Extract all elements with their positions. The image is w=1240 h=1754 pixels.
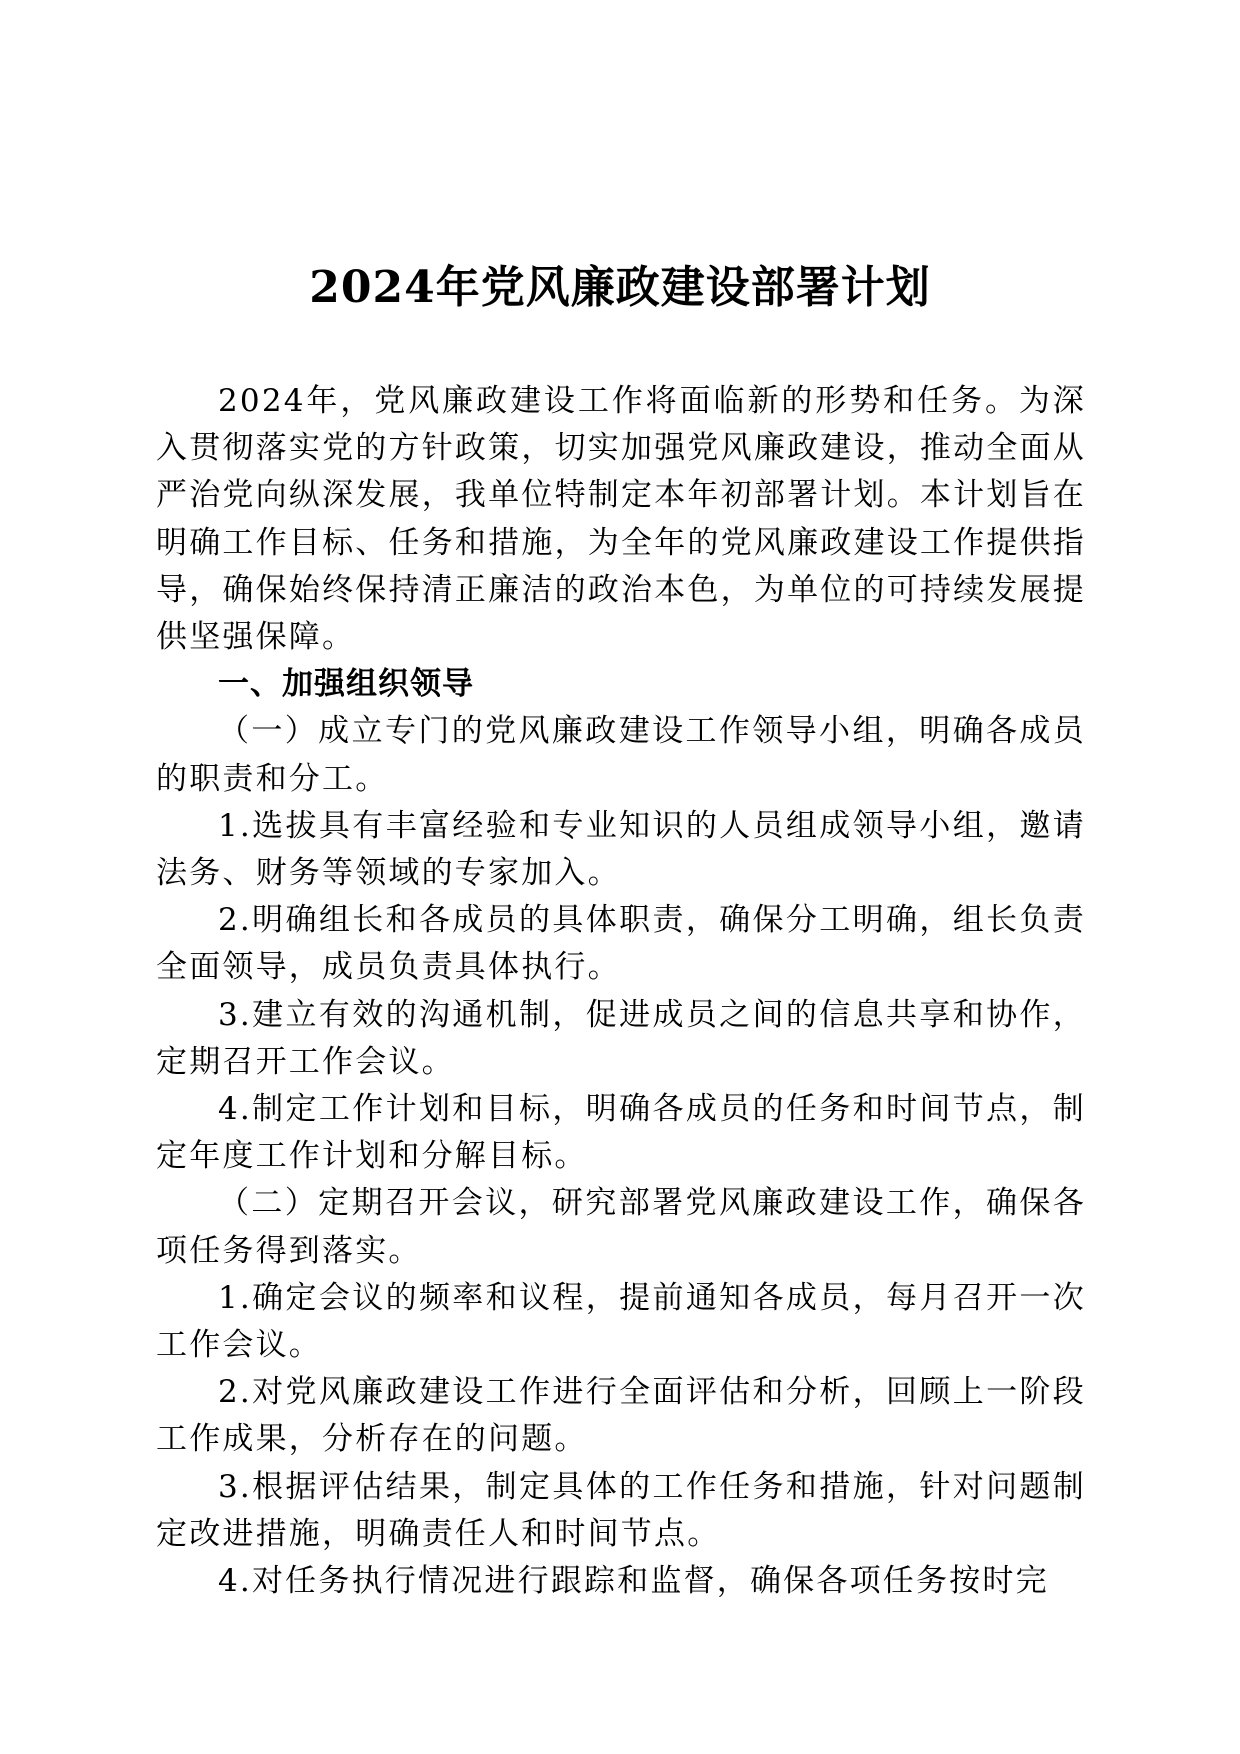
list-item: 1.选拔具有丰富经验和专业知识的人员组成领导小组，邀请法务、财务等领域的专家加入。	[156, 807, 1086, 892]
list-item: 4.对任务执行情况进行跟踪和监督，确保各项任务按时完	[218, 1563, 1049, 1600]
document-body	[156, 378, 1086, 1605]
list-item: 3.根据评估结果，制定具体的工作任务和措施，针对问题制定改进措施，明确责任人和时间节点。	[156, 1468, 1086, 1552]
document-title: 2024年党风廉政建设部署计划	[309, 262, 931, 313]
list-item: 2.明确组长和各成员的具体职责，确保分工明确，组长负责全面领导，成员负责具体执行。	[156, 902, 1086, 986]
subsection-heading-2: （二）定期召开会议，研究部署党风廉政建设工作，确保各项任务得到落实。	[156, 1185, 1086, 1269]
list-item: 2.对党风廉政建设工作进行全面评估和分析，回顾上一阶段工作成果，分析存在的问题。	[156, 1374, 1086, 1458]
list-item: 1.确定会议的频率和议程，提前通知各成员，每月召开一次工作会议。	[156, 1279, 1086, 1364]
list-item: 3.建立有效的沟通机制，促进成员之间的信息共享和协作，定期召开工作会议。	[156, 996, 1086, 1080]
intro-paragraph: 2024年，党风廉政建设工作将面临新的形势和任务。为深入贯彻落实党的方针政策，切实加强党风廉政建设，推动全面从严治党向纵深发展，我单位特制定本年初部署计划。本计划旨在明确工作目标、任务和措施，为全年的党风廉政建设工作提供指导，确保始终保持清正廉洁的政治本色，为单位的可持续发展提供坚强保障。	[156, 383, 1086, 656]
list-item: 4.制定工作计划和目标，明确各成员的任务和时间节点，制定年度工作计划和分解目标。	[156, 1091, 1086, 1175]
section-heading-1: 一、加强组织领导	[218, 666, 474, 703]
subsection-heading-1: （一）成立专门的党风廉政建设工作领导小组，明确各成员的职责和分工。	[156, 713, 1086, 797]
